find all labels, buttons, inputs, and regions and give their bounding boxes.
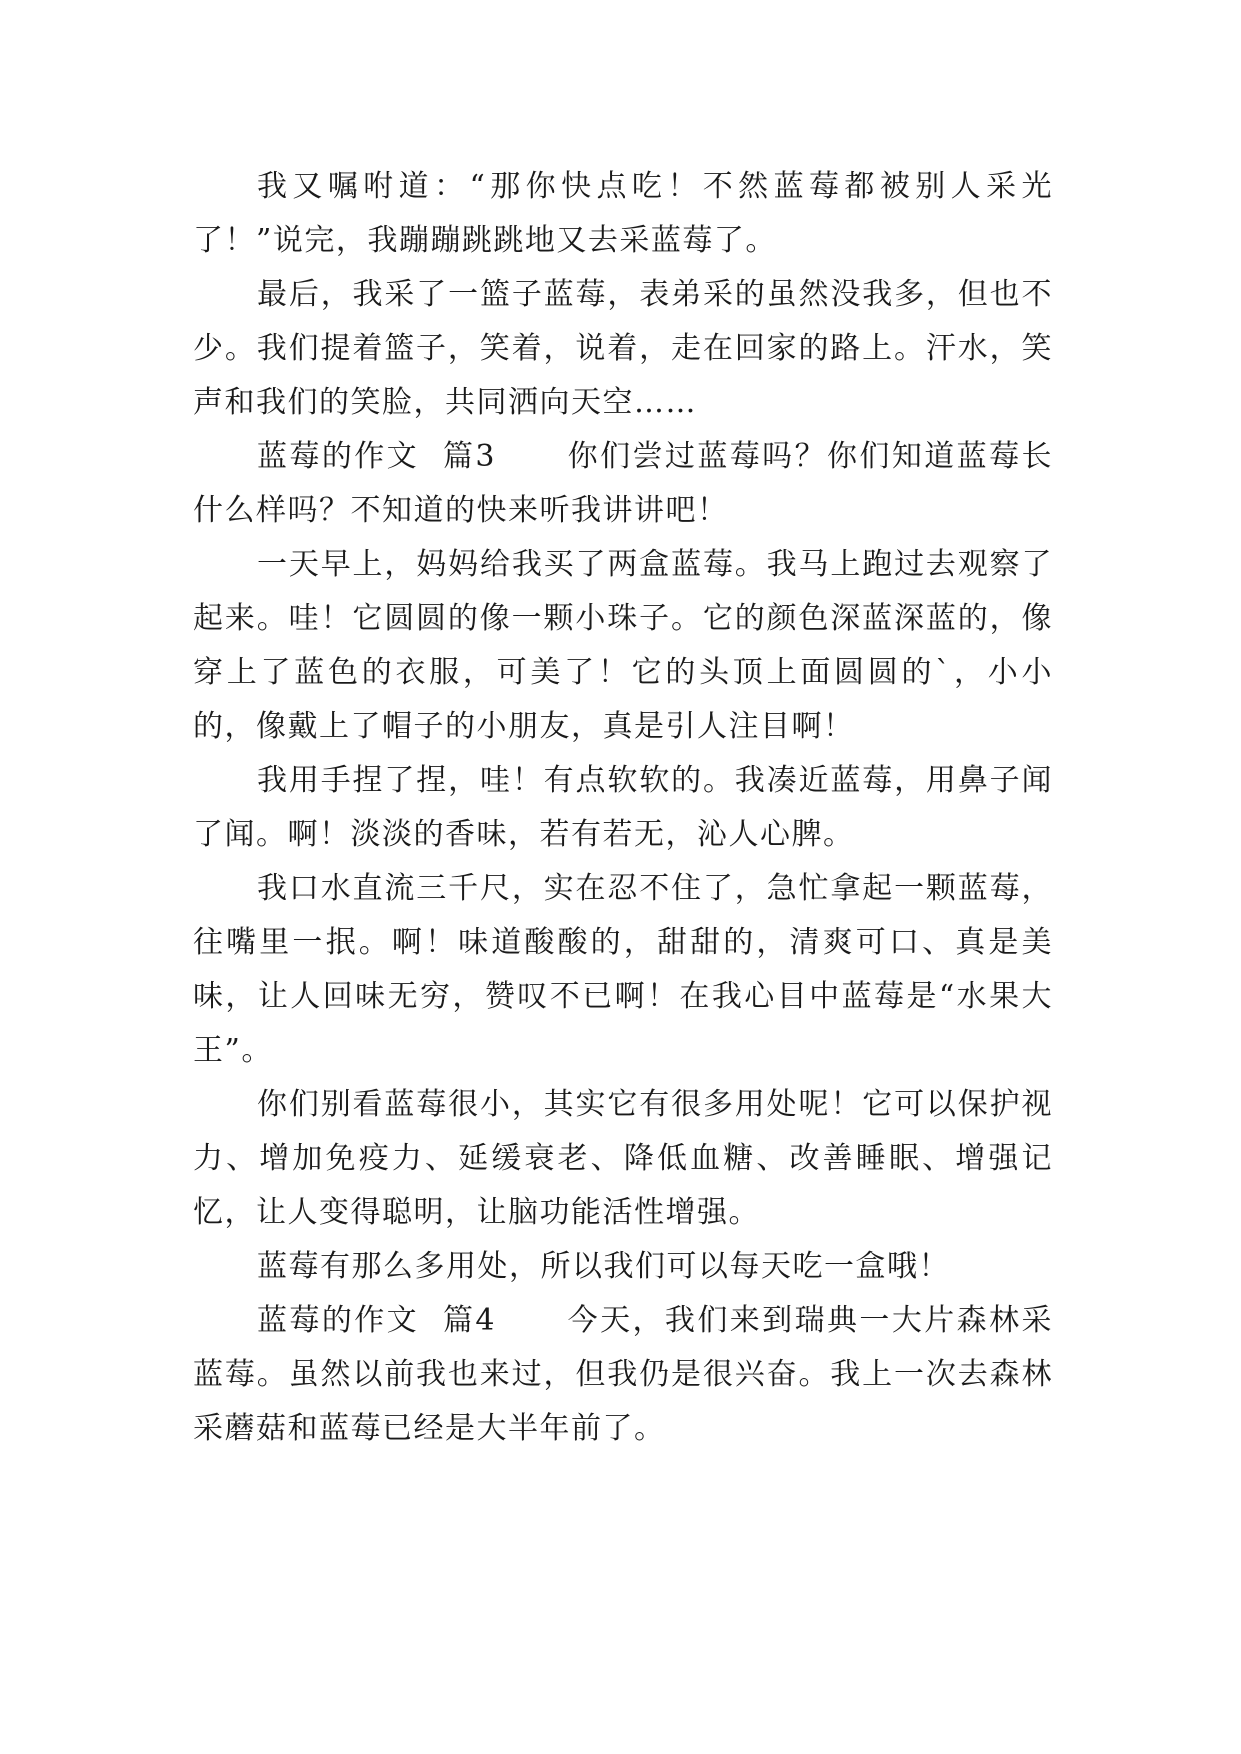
paragraph: 蓝莓的作文 篇3 你们尝过蓝莓吗？你们知道蓝莓长什么样吗？不知道的快来听我讲讲吧！ [193,439,1053,528]
paragraph: 蓝莓的作文 篇4 今天，我们来到瑞典一大片森林采蓝莓。虽然以前我也来过，但我仍是很兴奋。我上一次去森林采蘑菇和蓝莓已经是大半年前了。 [193,1303,1053,1446]
paragraph: 我又嘱咐道：“那你快点吃！不然蓝莓都被别人采光了！”说完，我蹦蹦跳跳地又去采蓝莓了。 [193,169,1053,258]
paragraph: 最后，我采了一篮子蓝莓，表弟采的虽然没我多，但也不少。我们提着篮子，笑着，说着，走在回家的路上。汗水，笑声和我们的笑脸，共同洒向天空…… [193,277,1053,420]
paragraph: 你们别看蓝莓很小，其实它有很多用处呢！它可以保护视力、增加免疫力、延缓衰老、降低血糖、改善睡眠、增强记忆，让人变得聪明，让脑功能活性增强。 [193,1087,1053,1230]
paragraph: 一天早上，妈妈给我买了两盒蓝莓。我马上跑过去观察了起来。哇！它圆圆的像一颗小珠子。它的颜色深蓝深蓝的，像穿上了蓝色的衣服，可美了！它的头顶上面圆圆的`，小小的，像戴上了帽子的小朋友，真是引人注目啊！ [193,547,1053,744]
paragraph: 我用手捏了捏，哇！有点软软的。我凑近蓝莓，用鼻子闻了闻。啊！淡淡的香味，若有若无，沁人心脾。 [193,763,1053,852]
paragraph: 蓝莓有那么多用处，所以我们可以每天吃一盒哦！ [257,1249,950,1284]
paragraph: 我口水直流三千尺，实在忍不住了，急忙拿起一颗蓝莓，往嘴里一抿。啊！味道酸酸的，甜甜的，清爽可口、真是美味，让人回味无穷，赞叹不已啊！在我心目中蓝莓是“水果大王”。 [193,871,1053,1068]
document-page [193,160,1053,1456]
